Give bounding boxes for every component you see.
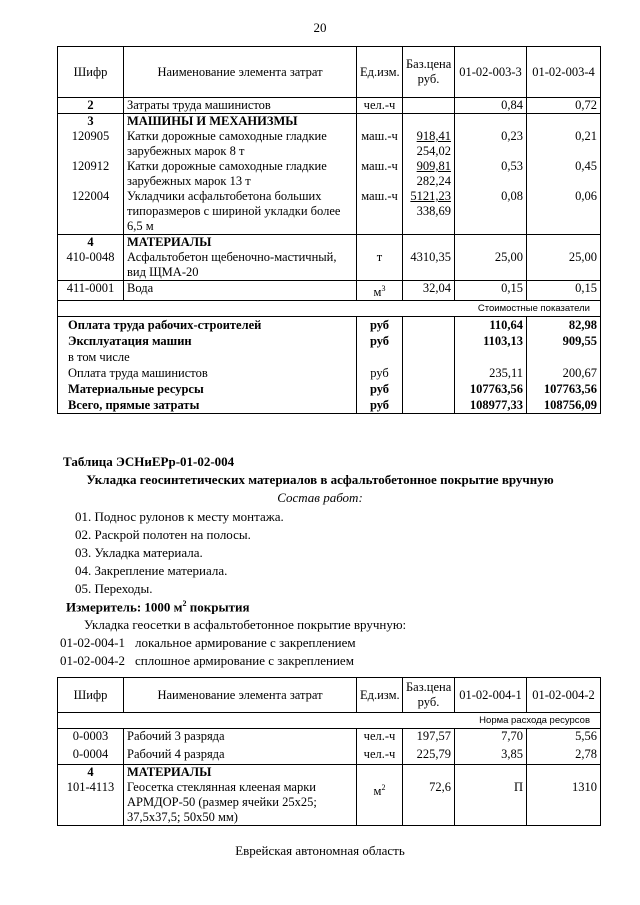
table-subtitle: Укладка геосинтетических материалов в асфальтобетонное покрытие вручную <box>86 472 554 487</box>
variant-1: 01-02-004-1 локальное армирование с закреплением <box>60 635 356 650</box>
header-col-a: 01-02-003-3 <box>455 47 527 98</box>
cost-label-row: Стоимостные показатели <box>58 301 601 317</box>
header-unit: Ед.изм. <box>357 678 403 713</box>
footer-region: Еврейская автономная область <box>235 843 405 858</box>
work-item: 04. Закрепление материала. <box>75 563 228 578</box>
work-item: 05. Переходы. <box>75 581 153 596</box>
header-base-price: Баз.цена руб. <box>403 47 455 98</box>
header-name: Наименование элемента затрат <box>124 678 357 713</box>
variant-2: 01-02-004-2 сплошное армирование с закреплением <box>60 653 354 668</box>
summary-row: в том числе <box>58 349 601 365</box>
works-title: Состав работ: <box>277 490 363 505</box>
header-code: Шифр <box>58 678 124 713</box>
header-base-price: Баз.цена руб. <box>403 678 455 713</box>
summary-row: Эксплуатация машин руб 1103,13 909,55 <box>58 333 601 349</box>
table-row: 122004 Укладчики асфальтобетона больших типоразмеров с шириной укладки более 6,5 м маш.-ч 5121,23 338,69 0,08 0,06 <box>58 189 601 235</box>
header-unit: Ед.изм. <box>357 47 403 98</box>
resource-table-2 <box>57 677 601 826</box>
header-code: Шифр <box>58 47 124 98</box>
description: Укладка геосетки в асфальтобетонное покрытие вручную: <box>84 617 407 632</box>
table-row: 0-0003 Рабочий 3 разряда чел.-ч 197,57 7,70 5,56 <box>58 729 601 747</box>
section-row: 4 МАТЕРИАЛЫ <box>58 765 601 781</box>
table-row: 411-0001 Вода $м^3$ 32,04 0,15 0,15 <box>58 281 601 301</box>
table-title: Таблица ЭСНиЕРр-01-02-004 <box>63 454 235 469</box>
table-header <box>58 678 601 713</box>
table-row: 120912 Катки дорожные самоходные гладкие зарубежных марок 13 т маш.-ч 909,81 282,24 0,53 0,45 <box>58 159 601 189</box>
header-col-a: 01-02-004-1 <box>455 678 527 713</box>
table-row: 410-0048 Асфальтобетон щебеночно-мастичный, вид ЩМА-20 т 4310,35 25,00 25,00 <box>58 250 601 281</box>
header-col-b: 01-02-004-2 <box>527 678 601 713</box>
resource-table-1 <box>57 46 601 414</box>
table-row: 0-0004 Рабочий 4 разряда чел.-ч 225,79 3,85 2,78 <box>58 747 601 765</box>
norm-label-row: Норма расхода ресурсов <box>58 713 601 729</box>
summary-row: Оплата труда машинистов руб 235,11 200,67 <box>58 365 601 381</box>
summary-row: Материальные ресурсы руб 107763,56 107763,56 <box>58 381 601 397</box>
summary-row: Всего, прямые затраты руб 108977,33 108756,09 <box>58 397 601 414</box>
header-col-b: 01-02-003-4 <box>527 47 601 98</box>
table-row: 2 Затраты труда машинистов чел.-ч 0,84 0,72 <box>58 98 601 114</box>
work-item: 01. Поднос рулонов к месту монтажа. <box>75 509 284 524</box>
section-row: 3 МАШИНЫ И МЕХАНИЗМЫ <box>58 114 601 130</box>
table-header <box>58 47 601 98</box>
summary-row: Оплата труда рабочих-строителей руб 110,64 82,98 <box>58 317 601 334</box>
header-name: Наименование элемента затрат <box>124 47 357 98</box>
work-item: 02. Раскрой полотен на полосы. <box>75 527 251 542</box>
work-item: 03. Укладка материала. <box>75 545 203 560</box>
table-row: 120905 Катки дорожные самоходные гладкие зарубежных марок 8 т маш.-ч 918,41 254,02 0,23 0,21 <box>58 129 601 159</box>
table-row: 101-4113 Геосетка стеклянная клееная марки АРМДОР-50 (размер ячейки 25х25; 37,5х37,5; 50х50 мм) $м^2$ 72,6 П 1310 <box>58 780 601 826</box>
page-number: 20 <box>313 20 327 35</box>
meter-line: Измеритель: 1000 $м^2$ покрытия <box>66 599 250 615</box>
section-row: 4 МАТЕРИАЛЫ <box>58 235 601 251</box>
